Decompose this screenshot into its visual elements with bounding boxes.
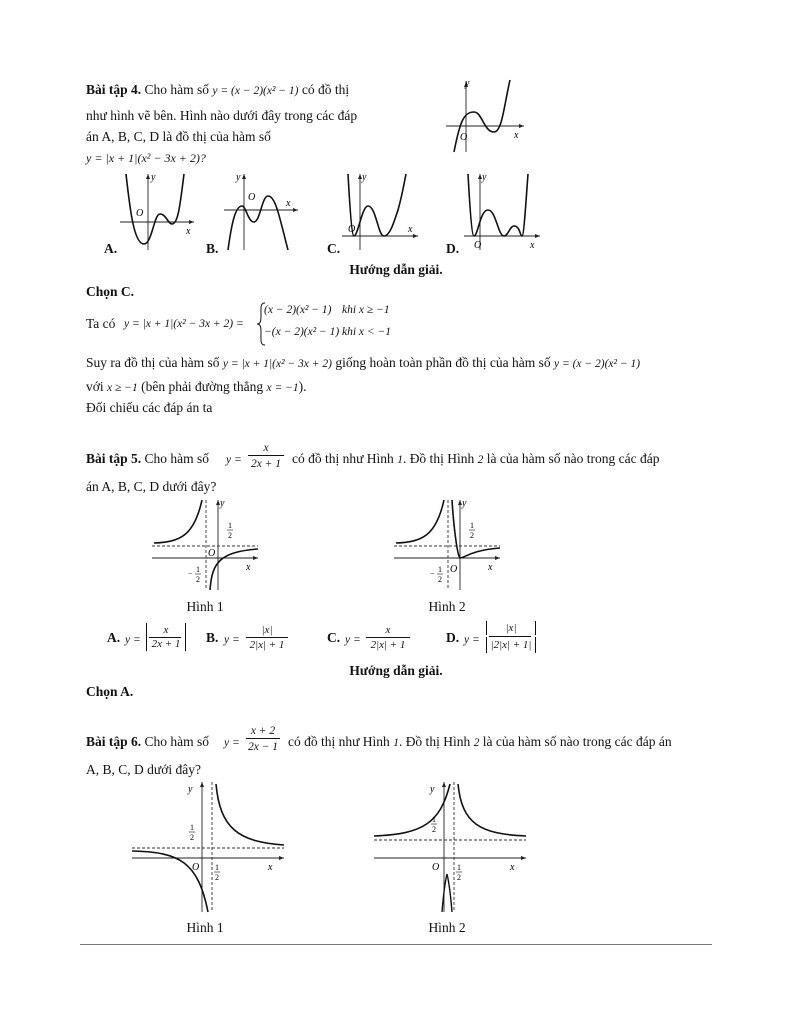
p5-option-b-label[interactable]: B. (206, 630, 219, 645)
axis-label-y: y (462, 498, 467, 509)
p4-case2: −(x − 2)(x² − 1) (264, 326, 340, 338)
axis-label-y: y (482, 172, 487, 183)
p4-title: Bài tập 4. (86, 82, 142, 97)
axis-label-y: y (188, 784, 193, 795)
p6-text: là của hàm số nào trong các đáp án (482, 734, 672, 749)
p4-cond2: khi x < −1 (342, 326, 392, 338)
p4-formula-2: y = |x + 1|(x² − 3x + 2)? (86, 151, 206, 165)
p4-conclusion-1 (86, 353, 640, 374)
p5-option-c-label[interactable]: C. (327, 630, 341, 645)
p5-option-a-fy: y = (125, 634, 141, 646)
p4-line2: như hình vẽ bên. Hình nào dưới đây trong các đáp (86, 108, 358, 123)
neg-half-den: 2 (438, 575, 442, 584)
p6-line2: A, B, C, D dưới đây? (86, 762, 201, 777)
axis-label-y: y (151, 172, 156, 183)
p5-option-c-den: 2|x| + 1 (370, 639, 406, 651)
p6-figure-1 (128, 778, 288, 914)
p5-figure-2 (392, 496, 504, 592)
p4-case1: (x − 2)(x² − 1) (264, 304, 332, 316)
p4-conclusion-2 (86, 377, 307, 398)
half-den: 2 (190, 833, 194, 842)
p4-text: Suy ra đồ thị của hàm số (86, 355, 220, 370)
p6-text: . Đồ thị Hình (398, 734, 471, 749)
p5-fraction-num: x (248, 441, 284, 456)
p5-option-a-label[interactable]: A. (107, 630, 121, 645)
p4-formula: x ≥ −1 (107, 382, 138, 394)
p5-text: . Đồ thị Hình (402, 451, 475, 466)
p4-text: với (86, 379, 104, 394)
p6-caption-1: Hình 1 (186, 920, 224, 935)
axis-label-y: y (430, 784, 435, 795)
half-num: 1 (215, 863, 219, 872)
p4-line1 (86, 80, 349, 101)
p5-fy: y = (226, 454, 242, 466)
half-den: 2 (228, 531, 232, 540)
p5-fraction-den: 2x + 1 (250, 458, 282, 470)
axis-label-x: x (286, 198, 291, 209)
p5-title: Bài tập 5. (86, 451, 142, 466)
origin-label: O (460, 132, 468, 143)
p5-answer: Chọn A. (86, 684, 134, 699)
p5-option-d-label[interactable]: D. (446, 630, 460, 645)
p5-option-d-den: |2|x| + 1| (486, 637, 536, 653)
p5-guide-heading: Hướng dẫn giải. (349, 663, 443, 678)
p4-formula: y = (x − 2)(x² − 1) (212, 85, 299, 97)
half-num: 1 (432, 815, 436, 824)
p4-option-c-graph (340, 170, 420, 252)
p5-option-b-num: |x| (246, 623, 288, 638)
p5-option-c-num: x (366, 623, 410, 638)
p4-answer: Chọn C. (86, 284, 135, 299)
p4-option-c-label[interactable]: C. (327, 241, 341, 256)
p4-guide-heading: Hướng dẫn giải. (349, 262, 443, 277)
origin-label: O (474, 240, 482, 251)
p5-option-b-den: 2|x| + 1 (249, 639, 285, 651)
p4-text: giống hoàn toàn phần đồ thị của hàm số (335, 355, 551, 370)
axis-label-y: y (362, 172, 367, 183)
axis-label-y: y (220, 498, 225, 509)
footer-rule (80, 944, 712, 945)
p5-text: Cho hàm số (144, 451, 210, 466)
axis-label-y: y (465, 78, 470, 89)
p4-text: Cho hàm số (144, 82, 210, 97)
axis-label-x: x (268, 862, 273, 873)
half-num: 1 (457, 863, 461, 872)
axis-label-y: y (236, 172, 241, 183)
half-den: 2 (215, 873, 219, 882)
p5-option-d-fy: y = (464, 634, 480, 646)
p4-line3: án A, B, C, D là đồ thị của hàm số (86, 129, 271, 144)
origin-label: O (348, 224, 356, 235)
half-den: 2 (457, 873, 461, 882)
p4-option-b-label[interactable]: B. (206, 241, 219, 256)
half-den: 2 (432, 825, 436, 834)
neg-half-den: 2 (196, 575, 200, 584)
p5-text: 2 (477, 454, 484, 466)
p6-fraction-num: x + 2 (246, 724, 280, 739)
p5-option-b-fy: y = (224, 634, 240, 646)
origin-label: O (192, 862, 200, 873)
half-num: 1 (470, 521, 474, 530)
p4-option-a-label[interactable]: A. (104, 241, 118, 256)
p6-text: có đồ thị như Hình (288, 734, 390, 749)
origin-label: O (432, 862, 440, 873)
origin-label: O (450, 564, 458, 575)
p4-reference-graph (444, 76, 528, 156)
origin-label: O (136, 208, 144, 219)
p5-line1-rest (292, 449, 660, 470)
axis-label-x: x (246, 562, 251, 573)
half-den: 2 (470, 531, 474, 540)
p4-option-d-graph (462, 170, 542, 252)
p6-caption-2: Hình 2 (428, 920, 466, 935)
p4-option-b-graph (222, 170, 300, 252)
half-num: 1 (228, 521, 232, 530)
p4-eq-lhs: y = |x + 1|(x² − 3x + 2) = (124, 318, 244, 330)
p4-text: ). (298, 379, 307, 394)
half-num: 1 (190, 823, 194, 832)
p5-caption-1: Hình 1 (186, 599, 224, 614)
axis-label-x: x (510, 862, 515, 873)
p6-text: 1 (393, 737, 399, 749)
axis-label-x: x (186, 226, 191, 237)
p6-text: 2 (473, 737, 480, 749)
p5-text: có đồ thị như Hình (292, 451, 394, 466)
axis-label-x: x (514, 130, 519, 141)
axis-label-x: x (408, 224, 413, 235)
origin-label: O (248, 192, 256, 203)
p5-text: 1 (397, 454, 403, 466)
p5-option-d-num: |x| (486, 621, 536, 635)
p4-cond1: khi x ≥ −1 (342, 304, 390, 316)
p4-option-d-label[interactable]: D. (446, 241, 460, 256)
p4-option-a-graph (118, 170, 196, 252)
p4-conclusion-3: Đối chiếu các đáp án ta (86, 400, 213, 415)
p5-figure-1 (150, 496, 262, 592)
p5-option-a-num: x (146, 623, 186, 637)
p6-text: Cho hàm số (144, 734, 210, 749)
p5-option-a-den: 2x + 1 (146, 637, 186, 651)
p6-line1 (86, 732, 209, 752)
p4-text: (bên phải đường thẳng (141, 379, 264, 394)
p6-fraction-den: 2x − 1 (247, 741, 279, 753)
p4-text: có đồ thị (301, 82, 350, 97)
axis-label-x: x (488, 562, 493, 573)
p4-formula: y = |x + 1|(x² − 3x + 2) (222, 358, 332, 370)
p6-line1-rest (288, 732, 672, 753)
p4-formula: y = (x − 2)(x² − 1) (553, 358, 641, 370)
neg-sign: − (430, 569, 435, 578)
p6-figure-2 (370, 778, 530, 914)
origin-label: O (208, 548, 216, 559)
neg-half-num: 1 (438, 565, 442, 574)
neg-sign: − (188, 569, 193, 578)
p5-text: là của hàm số nào trong các đáp (486, 451, 660, 466)
p4-formula: x = −1 (266, 382, 299, 394)
axis-label-x: x (530, 240, 535, 251)
p4-taco: Ta có (86, 316, 116, 331)
p5-caption-2: Hình 2 (428, 599, 466, 614)
p5-option-c-fy: y = (345, 634, 361, 646)
p5-line1 (86, 449, 209, 469)
neg-half-num: 1 (196, 565, 200, 574)
p6-fy: y = (224, 737, 240, 749)
p6-title: Bài tập 6. (86, 734, 142, 749)
p5-line2: án A, B, C, D dưới đây? (86, 479, 217, 494)
